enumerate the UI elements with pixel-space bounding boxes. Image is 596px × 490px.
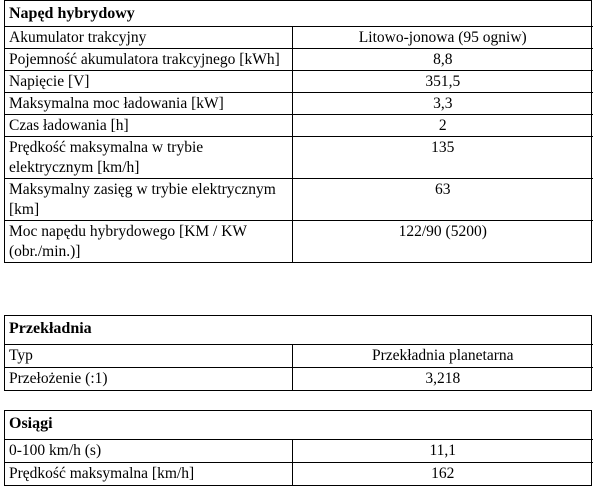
row-label: Maksymalny zasięg w trybie elektrycznym [km]	[5, 179, 292, 221]
row-value: 122/90 (5200)	[292, 221, 593, 263]
row-value: 3,3	[292, 93, 593, 115]
spec-table-hybrid-drive	[4, 0, 592, 263]
row-label: Przełożenie (:1)	[5, 368, 292, 391]
row-value: 63	[292, 179, 593, 221]
row-value: Litowo-jonowa (95 ogniw)	[292, 27, 593, 49]
spec-table-performance	[4, 410, 592, 486]
row-value: 135	[292, 137, 593, 179]
row-label: 0-100 km/h (s)	[5, 440, 292, 463]
row-label: Prędkość maksymalna w trybie elektrycznym [km/h]	[5, 137, 292, 179]
row-value: 11,1	[292, 440, 593, 463]
row-value: 162	[292, 463, 593, 486]
spec-table-transmission	[4, 315, 592, 391]
row-value: 8,8	[292, 49, 593, 71]
row-value: 2	[292, 115, 593, 137]
row-label: Maksymalna moc ładowania [kW]	[5, 93, 292, 115]
row-value: Przekładnia planetarna	[292, 345, 593, 368]
section-title-performance: Osiągi	[5, 411, 593, 440]
row-label: Typ	[5, 345, 292, 368]
row-label: Pojemność akumulatora trakcyjnego [kWh]	[5, 49, 292, 71]
row-value: 351,5	[292, 71, 593, 93]
section-title-transmission: Przekładnia	[5, 316, 593, 345]
row-label: Akumulator trakcyjny	[5, 27, 292, 49]
row-label: Czas ładowania [h]	[5, 115, 292, 137]
row-label: Napięcie [V]	[5, 71, 292, 93]
row-value: 3,218	[292, 368, 593, 391]
row-label: Moc napędu hybrydowego [KM / KW (obr./min.)]	[5, 221, 292, 263]
section-title-hybrid-drive: Napęd hybrydowy	[5, 1, 593, 27]
row-label: Prędkość maksymalna [km/h]	[5, 463, 292, 486]
